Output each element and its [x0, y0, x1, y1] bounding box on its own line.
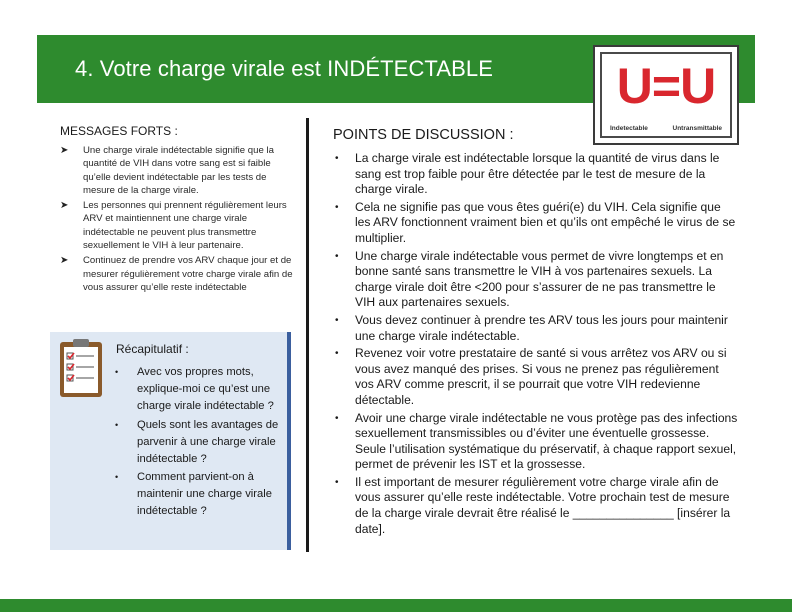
list-item [112, 417, 282, 468]
list-item-text: Continuez de prendre vos ARV chaque jour et de mesurer régulièrement votre charge virale afin de vous assurer qu’elle reste indétectable [83, 255, 293, 293]
list-item-text: Il est important de mesurer régulièrement votre charge virale afin de vous assurer qu’elle reste indétectable. Votre prochain test de mesure de la charge virale devrait être réalisé le _______________ [insérer la date]. [355, 474, 731, 536]
bullet-icon: • [335, 153, 339, 164]
column-divider [306, 118, 309, 552]
key-messages-section [60, 124, 298, 296]
arrow-bullet-icon: ➤ [60, 200, 69, 212]
list-item [112, 469, 282, 520]
arrow-bullet-icon: ➤ [60, 255, 69, 267]
bullet-icon: • [115, 472, 119, 483]
list-item [60, 199, 298, 252]
clipboard-checklist-icon [58, 337, 104, 399]
arrow-bullet-icon: ➤ [60, 145, 69, 156]
list-item [333, 151, 738, 198]
bullet-icon: • [115, 367, 119, 377]
list-item [333, 313, 738, 344]
list-item [60, 144, 298, 197]
discussion-points-section [333, 127, 738, 539]
list-item-text: Revenez voir votre prestataire de santé si vous arrêtez vos ARV ou si vous avez manqué des prises. Si vous ne prenez pas régulièrement vos ARV comme prescrit, il se pourrait que votre VIH redevienne détectable. [355, 346, 727, 407]
list-item [112, 364, 282, 415]
logo-text: U=U [616, 58, 716, 114]
list-item-text: Quels sont les avantages de parvenir à une charge virale indétectable ? [137, 418, 279, 465]
recap-title: Récapitulatif : [116, 342, 189, 356]
recap-panel-rule [287, 332, 291, 550]
list-item [333, 411, 738, 473]
key-messages-list [60, 144, 298, 294]
discussion-heading: POINTS DE DISCUSSION : [333, 127, 514, 143]
list-item-text: Une charge virale indétectable vous permet de vivre longtemps et en bonne santé sans transmettre le VIH à vos partenaires sexuels. La charge virale doit être <200 pour s’assurer de ne pas transmettre le VIH aux partenaires sexuels. [355, 248, 724, 310]
logo-sub-left: Indetectable [610, 125, 648, 132]
bullet-icon: • [335, 250, 339, 262]
bullet-icon: • [335, 476, 339, 488]
footer-bar [0, 599, 792, 612]
key-messages-heading: MESSAGES FORTS : [60, 124, 178, 138]
list-item-text: Une charge virale indétectable signifie que la quantité de VIH dans votre sang est si faible qu’elle devient indétectable par les tests de mesure de la charge virale. [83, 145, 274, 196]
list-item [333, 249, 738, 311]
bullet-icon: • [335, 412, 339, 424]
list-item-text: Vous devez continuer à prendre tes ARV tous les jours pour maintenir une charge virale indétectable. [355, 312, 728, 343]
recap-list [112, 364, 282, 522]
list-item [333, 346, 738, 408]
list-item-text: Cela ne signifie pas que vous êtes guéri(e) du VIH. Cela signifie que les ARV fonctionnent vraiment bien et qu’ils ont empêché le virus de se multiplier. [355, 199, 736, 245]
bullet-icon: • [335, 314, 339, 326]
logo-frame [600, 52, 732, 138]
logo-sub-right: Untransmittable [672, 125, 722, 132]
list-item-text: La charge virale est indétectable lorsque la quantité de virus dans le sang est trop faible pour être détectée par le test de mesure de la charge virale. [355, 151, 720, 197]
bullet-icon: • [335, 201, 339, 213]
list-item [333, 200, 738, 247]
list-item-text: Avoir une charge virale indétectable ne vous protège pas des infections sexuellement transmissibles ou d’éviter une éventuelle grossesse. Seule l’utilisation systématique du préservatif, à chaque rapport sexuel, permet de prévenir les IST et la grossesse. [355, 410, 738, 472]
list-item-text: Comment parvient-on à maintenir une charge virale indétectable ? [137, 471, 272, 518]
discussion-list [333, 151, 738, 537]
list-item [333, 475, 738, 537]
bullet-icon: • [115, 419, 119, 430]
list-item-text: Avec vos propres mots, explique-moi ce qu’est une charge virale indétectable ? [137, 366, 274, 412]
list-item-text: Les personnes qui prennent régulièrement leurs ARV et maintiennent une charge virale indétectable ne peuvent plus transmettre sexuellement le VIH à leur partenaire. [83, 200, 287, 252]
bullet-icon: • [335, 348, 339, 360]
page-title: 4. Votre charge virale est INDÉTECTABLE [75, 56, 493, 81]
list-item [60, 254, 298, 294]
